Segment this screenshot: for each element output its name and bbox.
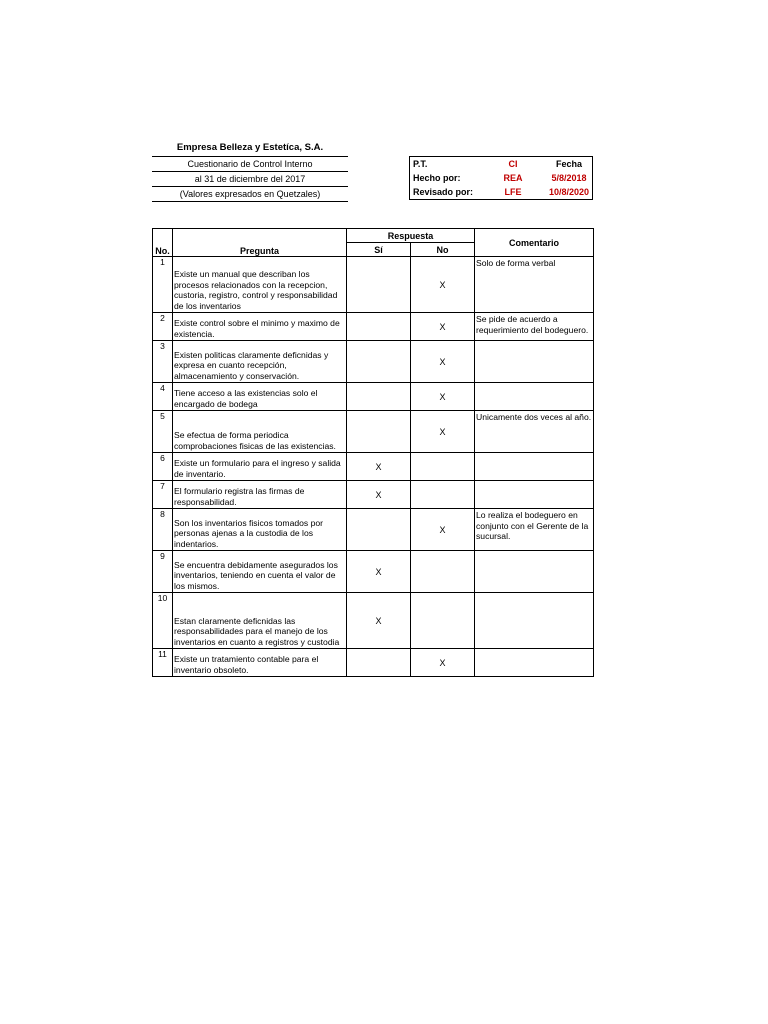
table-row: [153, 313, 594, 341]
row-number: 4: [153, 383, 173, 411]
row-comment: [475, 453, 594, 481]
row-number: 1: [153, 257, 173, 313]
header-line-date: al 31 de diciembre del 2017: [152, 172, 348, 187]
row-comment: Se pide de acuerdo a requerimiento del bodeguero.: [475, 313, 594, 341]
row-answer-si: [347, 411, 411, 453]
table-row: [153, 551, 594, 593]
row-number: 3: [153, 341, 173, 383]
row-answer-no: X: [411, 649, 475, 677]
row-comment: Lo realiza el bodeguero en conjunto con el Gerente de la sucursal.: [475, 509, 594, 551]
row-number: 11: [153, 649, 173, 677]
revisado-label: Revisado por:: [413, 187, 474, 197]
col-comentario-header: Comentario: [475, 229, 594, 257]
table-row: [153, 593, 594, 649]
row-number: 2: [153, 313, 173, 341]
row-answer-no: [411, 481, 475, 509]
row-answer-si: [347, 649, 411, 677]
row-answer-no: X: [411, 257, 475, 313]
row-answer-no: X: [411, 509, 475, 551]
row-answer-no: [411, 453, 475, 481]
row-question: Se efectua de forma periodica comprobaciones fisicas de las existencias.: [173, 411, 347, 453]
row-question: El formulario registra las firmas de responsabilidad.: [173, 481, 347, 509]
row-question: Existe un formulario para el ingreso y salida de inventario.: [173, 453, 347, 481]
row-question: Existe un tratamiento contable para el inventario obsoleto.: [173, 649, 347, 677]
row-answer-si: X: [347, 593, 411, 649]
row-comment: Unicamente dos veces al año.: [475, 411, 594, 453]
table-row: [153, 649, 594, 677]
row-answer-si: X: [347, 551, 411, 593]
row-number: 10: [153, 593, 173, 649]
row-question: Son los inventarios fisicos tomados por personas ajenas a la custodia de los indentarios.: [173, 509, 347, 551]
row-comment: [475, 551, 594, 593]
row-question: Tiene acceso a las existencias solo el encargado de bodega: [173, 383, 347, 411]
table-row: [153, 509, 594, 551]
revisado-date: 10/8/2020: [548, 187, 589, 197]
table-row: [153, 481, 594, 509]
control-box: [409, 156, 593, 200]
table-row: [153, 341, 594, 383]
row-comment: [475, 341, 594, 383]
col-respuesta-header: Respuesta: [347, 229, 475, 243]
row-answer-si: [347, 341, 411, 383]
row-comment: [475, 649, 594, 677]
revisado-initials: LFE: [504, 187, 522, 197]
header-line-title: Cuestionario de Control Interno: [152, 157, 348, 172]
row-answer-no: [411, 551, 475, 593]
row-comment: Solo de forma verbal: [475, 257, 594, 313]
pt-label: P.T.: [413, 159, 428, 169]
row-answer-si: X: [347, 481, 411, 509]
row-question: Existe control sobre el minimo y maximo de existencia.: [173, 313, 347, 341]
col-si-header: Sí: [347, 243, 411, 257]
row-answer-no: X: [411, 411, 475, 453]
row-question: Existen politicas claramente deficnidas y expresa en cuanto recepción, almacenamiento y conservación.: [173, 341, 347, 383]
table-row: [153, 411, 594, 453]
table-row: [153, 257, 594, 313]
row-answer-si: [347, 257, 411, 313]
row-comment: [475, 383, 594, 411]
pt-value: CI: [508, 159, 518, 169]
hecho-date: 5/8/2018: [551, 173, 587, 183]
questionnaire-table: [152, 228, 594, 677]
row-number: 6: [153, 453, 173, 481]
row-answer-no: X: [411, 313, 475, 341]
row-number: 7: [153, 481, 173, 509]
row-number: 8: [153, 509, 173, 551]
row-number: 9: [153, 551, 173, 593]
document-header: [152, 156, 348, 202]
row-number: 5: [153, 411, 173, 453]
hecho-initials: REA: [503, 173, 523, 183]
row-answer-si: X: [347, 453, 411, 481]
row-question: Existe un manual que describan los procesos relacionados con la recepcion, custoria, registro, control y responsabilidad de los inventarios: [173, 257, 347, 313]
hecho-label: Hecho por:: [413, 173, 461, 183]
row-comment: [475, 593, 594, 649]
questionnaire-rows: [153, 257, 594, 677]
table-row: [153, 453, 594, 481]
company-name: Empresa Belleza y Estetíca, S.A.: [176, 142, 324, 153]
row-answer-si: [347, 509, 411, 551]
header-line-currency: (Valores expresados en Quetzales): [152, 187, 348, 202]
col-no-header: No.: [153, 229, 173, 257]
table-row: [153, 383, 594, 411]
row-comment: [475, 481, 594, 509]
col-pregunta-header: Pregunta: [173, 229, 347, 257]
col-no-resp-header: No: [411, 243, 475, 257]
row-answer-no: X: [411, 383, 475, 411]
row-question: Estan claramente deficnidas las responsabilidades para el manejo de los inventarios en cuanto a registros y custodia: [173, 593, 347, 649]
row-answer-si: [347, 383, 411, 411]
fecha-label: Fecha: [555, 159, 582, 169]
row-answer-si: [347, 313, 411, 341]
row-answer-no: X: [411, 341, 475, 383]
row-question: Se encuentra debidamente asegurados los inventarios, teniendo en cuenta el valor de los mismos.: [173, 551, 347, 593]
row-answer-no: [411, 593, 475, 649]
